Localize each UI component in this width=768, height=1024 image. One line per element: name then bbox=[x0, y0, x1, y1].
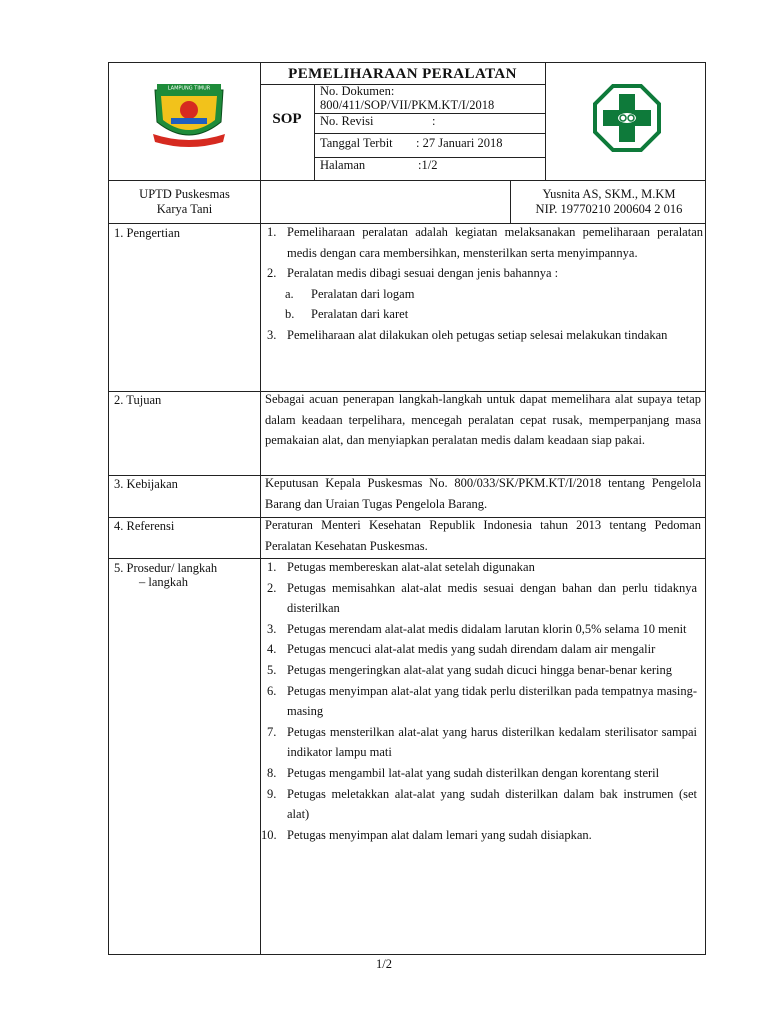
page-label: Halaman bbox=[320, 158, 366, 172]
list-item: 3. Pemeliharaan alat dilakukan oleh petugas setiap selesai melakukan tindakan bbox=[267, 327, 668, 342]
divider bbox=[260, 84, 545, 85]
org-name-line1: UPTD Puskesmas bbox=[139, 187, 230, 201]
emblem-banner-text: LAMPUNG TIMUR bbox=[167, 85, 211, 92]
divider bbox=[510, 180, 511, 223]
section-body-referensi: Peraturan Menteri Kesehatan Republik Indonesia tahun 2013 tentang Pedoman Peralatan Kesehatan Puskesmas. bbox=[265, 518, 701, 553]
doc-number-label: No. Dokumen: bbox=[320, 84, 395, 98]
issue-date-label: Tanggal Terbit bbox=[320, 136, 393, 150]
section-body-tujuan: Sebagai acuan penerapan langkah-langkah untuk dapat memelihara alat supaya tetap dalam keadaan terpelihara, mencegah peralatan cepat rusak, memperpanjang masa pemakaian alat, dan menyiapkan peralatan medis dalam keadaan siap pakai. bbox=[265, 392, 701, 448]
green-cross-icon bbox=[593, 84, 661, 152]
sub-list-item: b. Peralatan dari karet bbox=[285, 307, 409, 322]
section-label-tujuan: 2. Tujuan bbox=[114, 393, 162, 407]
divider bbox=[314, 133, 545, 134]
section-label-referensi: 4. Referensi bbox=[114, 519, 175, 533]
list-item: 8. Petugas mengambil lat-alat yang sudah disterilkan dengan korentang steril bbox=[267, 765, 660, 780]
page-value: :1/2 bbox=[418, 158, 438, 172]
divider bbox=[314, 84, 315, 180]
emblem-icon bbox=[149, 82, 229, 148]
section-body-pengertian bbox=[261, 222, 703, 346]
list-item: 2. Peralatan medis dibagi sesuai dengan jenis bahannya : bbox=[267, 266, 559, 281]
list-item: 10. Petugas menyimpan alat dalam lemari yang sudah disiapkan. bbox=[261, 827, 592, 842]
revision-label: No. Revisi bbox=[320, 114, 374, 128]
divider bbox=[545, 63, 546, 180]
list-item: 9. Petugas meletakkan alat-alat yang sudah disterilkan dalam bak instrumen (set alat) bbox=[267, 786, 697, 822]
list-item: 4. Petugas mencuci alat-alat medis yang sudah direndam dalam air mengalir bbox=[267, 642, 656, 657]
section-body-kebijakan: Keputusan Kepala Puskesmas No. 800/033/SK/PKM.KT/I/2018 tentang Pengelola Barang dan Uraian Tugas Pengelola Barang. bbox=[265, 476, 701, 511]
list-item: 7. Petugas mensterilkan alat-alat yang harus disterilkan kedalam sterilisator sampai indikator lampu mati bbox=[267, 724, 697, 760]
section-label-prosedur-1: 5. Prosedur/ langkah bbox=[114, 561, 218, 575]
divider bbox=[260, 180, 261, 223]
sop-label: SOP bbox=[272, 111, 302, 127]
signer-nip: NIP. 19770210 200604 2 016 bbox=[535, 202, 683, 216]
divider bbox=[109, 180, 705, 181]
list-item: 5. Petugas mengeringkan alat-alat yang sudah dicuci hingga benar-benar kering bbox=[267, 662, 673, 677]
section-label-prosedur-2: – langkah bbox=[139, 575, 188, 589]
sop-document bbox=[108, 62, 706, 955]
org-name-line2: Karya Tani bbox=[156, 202, 213, 216]
section-body-prosedur bbox=[261, 557, 697, 845]
issue-date-value: : 27 Januari 2018 bbox=[416, 136, 503, 150]
list-item: 1. Pemeliharaan peralatan adalah kegiatan melaksanakan pemeliharaan peralatan medis dengan cara membersihkan, mensterilkan serta menyimpannya. bbox=[267, 225, 703, 260]
sub-list-item: a. Peralatan dari logam bbox=[285, 286, 415, 301]
list-item: 1. Petugas membereskan alat-alat setelah digunakan bbox=[267, 560, 535, 574]
regency-emblem bbox=[149, 82, 229, 148]
section-label-kebijakan: 3. Kebijakan bbox=[114, 477, 178, 491]
list-item: 2. Petugas memisahkan alat-alat medis sesuai dengan bahan dan perlu tidaknya disterilkan bbox=[267, 580, 697, 616]
document-title: PEMELIHARAAN PERALATAN bbox=[288, 66, 517, 82]
footer-page-number: 1/2 bbox=[376, 957, 392, 971]
section-label-pengertian: 1. Pengertian bbox=[114, 226, 180, 240]
list-item: 3. Petugas merendam alat-alat medis didalam larutan klorin 0,5% selama 10 menit bbox=[267, 621, 687, 636]
doc-number-value: 800/411/SOP/VII/PKM.KT/I/2018 bbox=[320, 98, 495, 112]
list-item: 6. Petugas menyimpan alat-alat yang tidak perlu disterilkan pada tempatnya masing-masing bbox=[267, 683, 697, 719]
signer-name: Yusnita AS, SKM., M.KM bbox=[542, 187, 676, 201]
puskesmas-logo bbox=[593, 84, 661, 152]
revision-value: : bbox=[432, 114, 436, 128]
